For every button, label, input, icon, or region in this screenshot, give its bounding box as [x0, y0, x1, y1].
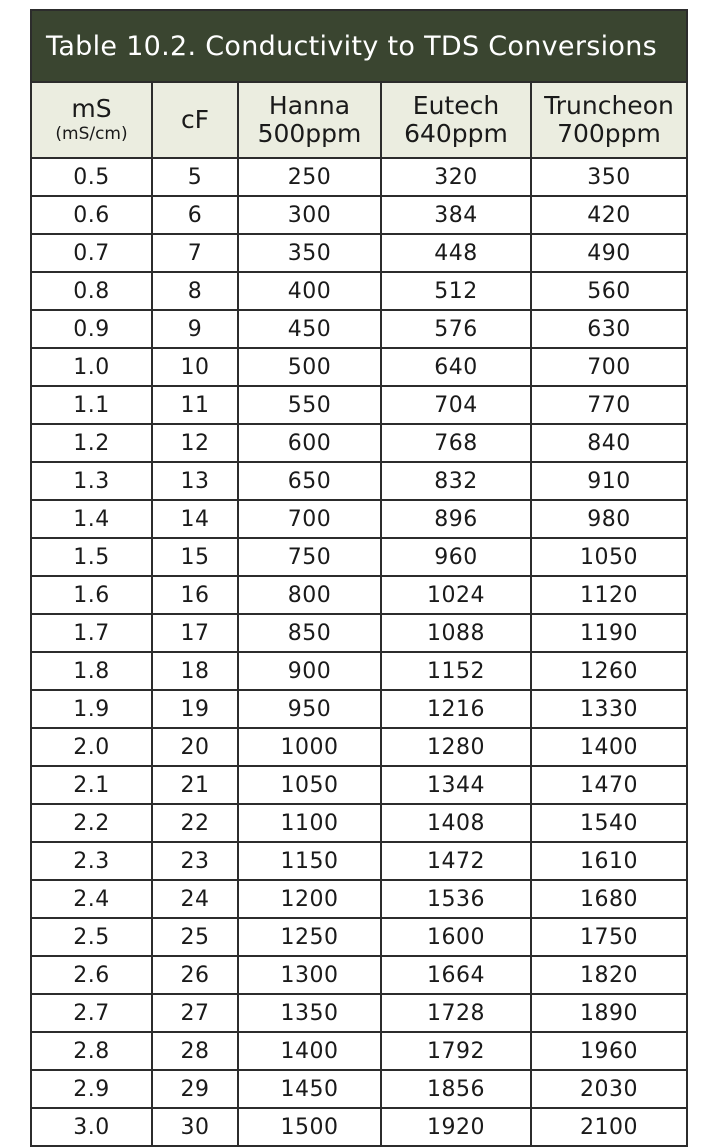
hanna-cell: 1300 — [238, 956, 381, 994]
ms-cell: 2.0 — [32, 728, 152, 766]
header-eutech — [381, 83, 531, 158]
cf-cell: 6 — [152, 196, 238, 234]
truncheon-cell: 1260 — [531, 652, 686, 690]
header-hanna-scale: 500ppm — [257, 119, 362, 148]
hanna-cell: 400 — [238, 272, 381, 310]
ms-cell: 1.2 — [32, 424, 152, 462]
truncheon-cell: 1120 — [531, 576, 686, 614]
cf-cell: 11 — [152, 386, 238, 424]
hanna-cell: 650 — [238, 462, 381, 500]
cf-cell: 29 — [152, 1070, 238, 1108]
table-body — [32, 158, 686, 1145]
table-row — [32, 728, 686, 766]
truncheon-cell: 1470 — [531, 766, 686, 804]
eutech-cell: 1472 — [381, 842, 531, 880]
truncheon-cell: 1750 — [531, 918, 686, 956]
conversion-table — [32, 83, 686, 1145]
truncheon-cell: 420 — [531, 196, 686, 234]
ms-cell: 3.0 — [32, 1108, 152, 1145]
hanna-cell: 800 — [238, 576, 381, 614]
eutech-cell: 1664 — [381, 956, 531, 994]
truncheon-cell: 1960 — [531, 1032, 686, 1070]
cf-cell: 19 — [152, 690, 238, 728]
table-row — [32, 880, 686, 918]
header-ms-unit: (mS/cm) — [55, 124, 128, 144]
table-row — [32, 348, 686, 386]
ms-cell: 2.9 — [32, 1070, 152, 1108]
hanna-cell: 550 — [238, 386, 381, 424]
ms-cell: 2.1 — [32, 766, 152, 804]
eutech-cell: 448 — [381, 234, 531, 272]
truncheon-cell: 1050 — [531, 538, 686, 576]
cf-cell: 18 — [152, 652, 238, 690]
hanna-cell: 1050 — [238, 766, 381, 804]
truncheon-cell: 840 — [531, 424, 686, 462]
truncheon-cell: 1190 — [531, 614, 686, 652]
table-row — [32, 994, 686, 1032]
cf-cell: 12 — [152, 424, 238, 462]
header-cf — [152, 83, 238, 158]
hanna-cell: 1450 — [238, 1070, 381, 1108]
eutech-cell: 576 — [381, 310, 531, 348]
eutech-cell: 1152 — [381, 652, 531, 690]
eutech-cell: 384 — [381, 196, 531, 234]
table-row — [32, 310, 686, 348]
hanna-cell: 600 — [238, 424, 381, 462]
cf-cell: 17 — [152, 614, 238, 652]
truncheon-cell: 2100 — [580, 1114, 638, 1140]
hanna-cell: 300 — [238, 196, 381, 234]
cf-cell: 23 — [152, 842, 238, 880]
cf-cell: 7 — [152, 234, 238, 272]
hanna-cell: 1200 — [238, 880, 381, 918]
cf-cell: 28 — [152, 1032, 238, 1070]
eutech-cell: 1344 — [381, 766, 531, 804]
ms-cell: 2.2 — [32, 804, 152, 842]
eutech-cell: 768 — [381, 424, 531, 462]
hanna-cell: 1100 — [238, 804, 381, 842]
table-row — [32, 1108, 686, 1145]
table-row — [32, 386, 686, 424]
ms-cell: 0.8 — [32, 272, 152, 310]
ms-cell: 0.9 — [32, 310, 152, 348]
truncheon-cell: 1890 — [531, 994, 686, 1032]
eutech-cell: 512 — [381, 272, 531, 310]
ms-cell: 2.6 — [32, 956, 152, 994]
hanna-cell: 1250 — [238, 918, 381, 956]
table-row — [32, 538, 686, 576]
table-row — [32, 918, 686, 956]
header-truncheon-label: Truncheon — [544, 91, 674, 120]
cf-cell: 25 — [152, 918, 238, 956]
header-truncheon-scale: 700ppm — [557, 119, 661, 148]
ms-cell: 1.8 — [32, 652, 152, 690]
header-truncheon — [531, 83, 686, 158]
hanna-cell: 250 — [238, 158, 381, 196]
header-hanna — [238, 83, 381, 158]
table-row — [32, 196, 686, 234]
eutech-cell: 1024 — [381, 576, 531, 614]
truncheon-cell: 1330 — [531, 690, 686, 728]
cf-cell: 8 — [152, 272, 238, 310]
header-ms — [32, 83, 152, 158]
ms-cell: 2.3 — [32, 842, 152, 880]
table-row — [32, 272, 686, 310]
cf-cell: 14 — [152, 500, 238, 538]
truncheon-cell: 1820 — [531, 956, 686, 994]
ms-cell: 2.7 — [32, 994, 152, 1032]
truncheon-cell: 770 — [531, 386, 686, 424]
truncheon-cell: 630 — [531, 310, 686, 348]
truncheon-cell: 350 — [531, 158, 686, 196]
eutech-cell: 960 — [381, 538, 531, 576]
cf-cell: 16 — [152, 576, 238, 614]
hanna-cell: 1150 — [238, 842, 381, 880]
hanna-cell: 850 — [238, 614, 381, 652]
table-row — [32, 614, 686, 652]
table-row — [32, 500, 686, 538]
table-row — [32, 576, 686, 614]
eutech-cell: 640 — [381, 348, 531, 386]
table-row — [32, 652, 686, 690]
eutech-cell: 704 — [381, 386, 531, 424]
header-hanna-label: Hanna — [268, 91, 351, 120]
table-title: Table 10.2. Conductivity to TDS Conversions — [32, 11, 686, 83]
table-row — [32, 1070, 686, 1108]
hanna-cell: 450 — [238, 310, 381, 348]
cf-cell: 9 — [152, 310, 238, 348]
ms-cell: 1.3 — [32, 462, 152, 500]
table-row — [32, 158, 686, 196]
header-row — [32, 83, 686, 158]
truncheon-cell: 700 — [531, 348, 686, 386]
hanna-cell: 700 — [238, 500, 381, 538]
header-ms-label: mS — [71, 94, 112, 123]
eutech-cell: 1536 — [381, 880, 531, 918]
table-row — [32, 424, 686, 462]
truncheon-cell: 1400 — [531, 728, 686, 766]
cf-cell: 24 — [152, 880, 238, 918]
ms-cell: 1.4 — [32, 500, 152, 538]
truncheon-cell: 560 — [531, 272, 686, 310]
hanna-cell: 1350 — [238, 994, 381, 1032]
truncheon-cell: 1680 — [531, 880, 686, 918]
eutech-cell: 1728 — [381, 994, 531, 1032]
eutech-cell: 1088 — [381, 614, 531, 652]
eutech-cell: 320 — [381, 158, 531, 196]
ms-cell: 0.6 — [32, 196, 152, 234]
cf-cell: 10 — [152, 348, 238, 386]
eutech-cell: 1792 — [381, 1032, 531, 1070]
ms-cell: 1.0 — [32, 348, 152, 386]
hanna-cell: 950 — [238, 690, 381, 728]
ms-cell: 1.9 — [32, 690, 152, 728]
cf-cell: 22 — [152, 804, 238, 842]
table-row — [32, 690, 686, 728]
eutech-cell: 832 — [381, 462, 531, 500]
eutech-cell: 1856 — [381, 1070, 531, 1108]
header-cf-label: cF — [180, 105, 210, 134]
table-row — [32, 462, 686, 500]
cf-cell: 21 — [152, 766, 238, 804]
truncheon-cell: 910 — [531, 462, 686, 500]
table-row — [32, 234, 686, 272]
header-eutech-label: Eutech — [412, 91, 500, 120]
cf-cell: 13 — [152, 462, 238, 500]
cf-cell: 5 — [152, 158, 238, 196]
ms-cell: 1.5 — [32, 538, 152, 576]
ms-cell: 1.1 — [32, 386, 152, 424]
hanna-cell: 350 — [238, 234, 381, 272]
eutech-cell: 1408 — [381, 804, 531, 842]
truncheon-cell: 980 — [531, 500, 686, 538]
ms-cell: 0.7 — [32, 234, 152, 272]
cf-cell: 27 — [152, 994, 238, 1032]
conversion-table-container — [30, 9, 688, 1147]
eutech-cell: 1600 — [381, 918, 531, 956]
eutech-cell: 1920 — [381, 1108, 531, 1145]
table-row — [32, 956, 686, 994]
truncheon-cell: 1610 — [531, 842, 686, 880]
cf-cell: 30 — [152, 1108, 238, 1145]
cf-cell: 15 — [152, 538, 238, 576]
truncheon-cell: 1540 — [531, 804, 686, 842]
eutech-cell: 896 — [381, 500, 531, 538]
hanna-cell: 900 — [238, 652, 381, 690]
ms-cell: 2.4 — [32, 880, 152, 918]
hanna-cell: 500 — [238, 348, 381, 386]
hanna-cell: 750 — [238, 538, 381, 576]
table-row — [32, 766, 686, 804]
eutech-cell: 1280 — [381, 728, 531, 766]
eutech-cell: 1216 — [381, 690, 531, 728]
table-row — [32, 1032, 686, 1070]
ms-cell: 1.7 — [32, 614, 152, 652]
table-row — [32, 842, 686, 880]
hanna-cell: 1500 — [238, 1108, 381, 1145]
ms-cell: 2.5 — [32, 918, 152, 956]
ms-cell: 0.5 — [32, 158, 152, 196]
ms-cell: 1.6 — [32, 576, 152, 614]
hanna-cell: 1400 — [238, 1032, 381, 1070]
truncheon-cell: 2030 — [531, 1070, 686, 1108]
truncheon-cell: 490 — [531, 234, 686, 272]
table-row — [32, 804, 686, 842]
header-eutech-scale: 640ppm — [404, 119, 508, 148]
hanna-cell: 1000 — [238, 728, 381, 766]
cf-cell: 26 — [152, 956, 238, 994]
cf-cell: 20 — [152, 728, 238, 766]
ms-cell: 2.8 — [32, 1032, 152, 1070]
